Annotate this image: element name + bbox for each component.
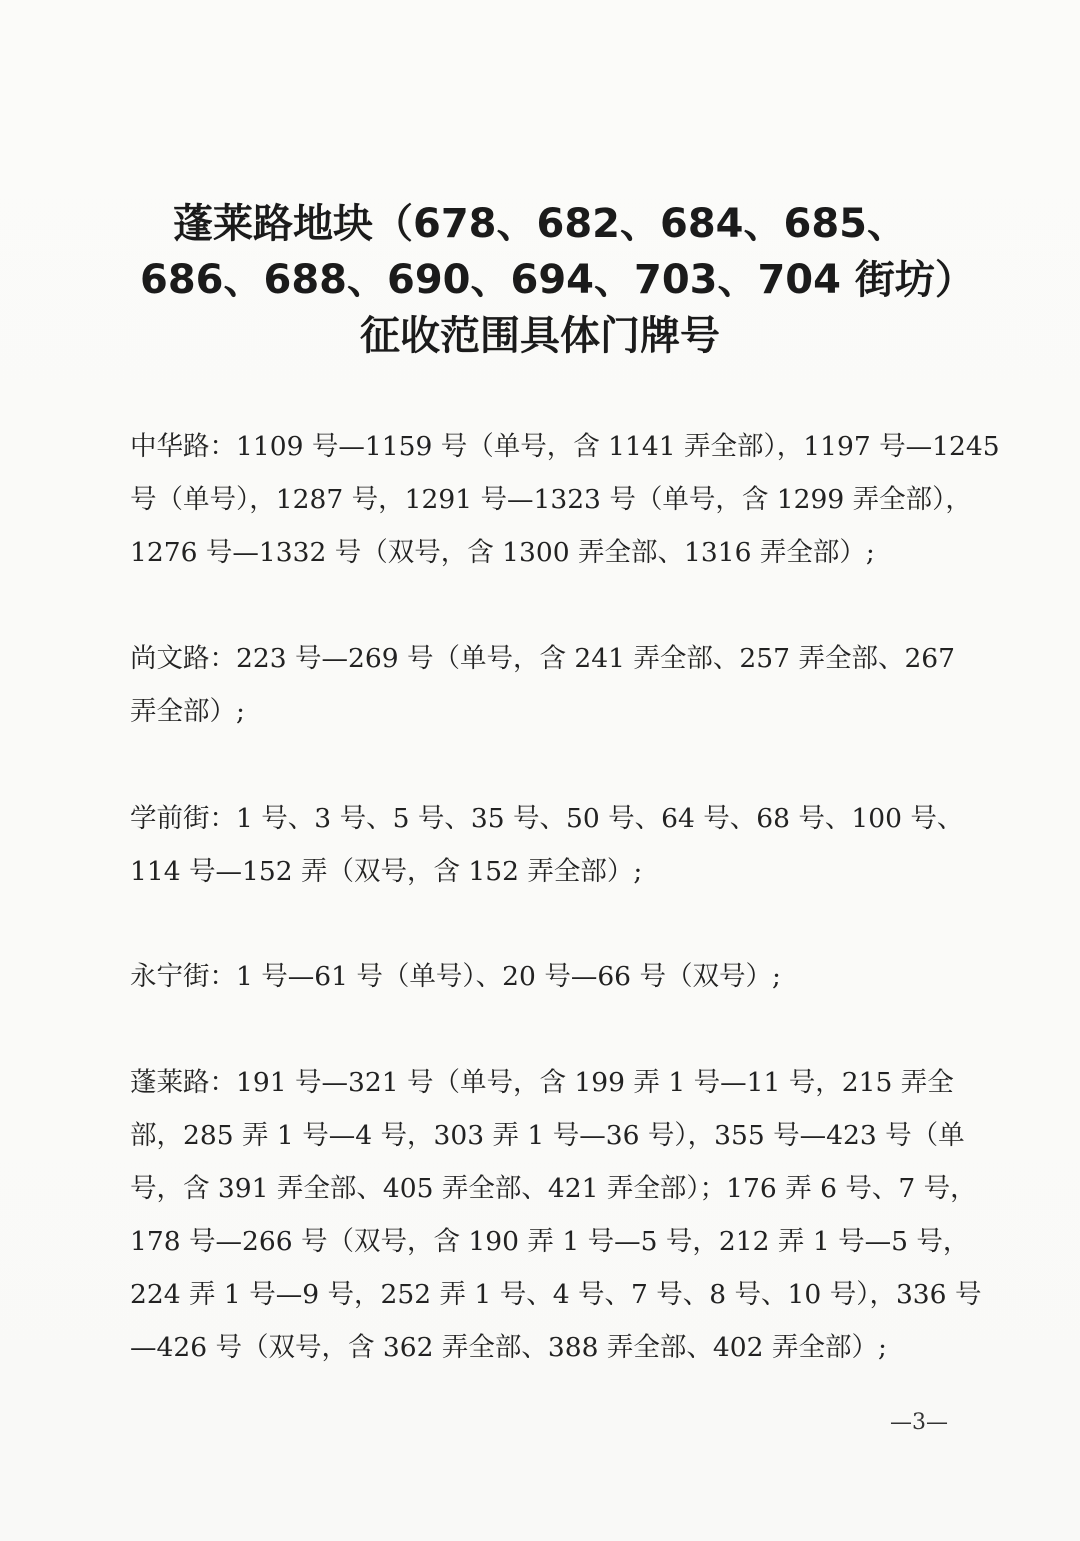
text-line: 178 号—266 号（双号，含 190 弄 1 号—5 号，212 弄 1 号—5 号，	[130, 1226, 970, 1257]
text-line: 中华路：1109 号—1159 号（单号，含 1141 弄全部），1197 号—1245	[130, 431, 1000, 462]
text-line: 部，285 弄 1 号—4 号，303 弄 1 号—36 号），355 号—423 号（单	[130, 1120, 965, 1151]
text-line: 号，含 391 弄全部、405 弄全部、421 弄全部）；176 弄 6 号、7 号，	[130, 1173, 977, 1204]
text-line: 224 弄 1 号—9 号，252 弄 1 号、4 号、7 号、8 号、10 号），336 号	[130, 1279, 982, 1310]
text-line: 永宁街：1 号—61 号（单号）、20 号—66 号（双号）;	[130, 961, 781, 992]
text-line: 1276 号—1332 号（双号，含 1300 弄全部、1316 弄全部）;	[130, 537, 875, 568]
title-line-3: 征收范围具体门牌号	[360, 313, 720, 359]
section-shangwen-road	[130, 632, 960, 738]
title-line-2: 686、688、690、694、703、704 街坊）	[140, 257, 975, 303]
section-yongning-street	[130, 950, 960, 1003]
text-line: 弄全部）;	[130, 696, 245, 727]
text-line: 尚文路：223 号—269 号（单号，含 241 弄全部、257 弄全部、267	[130, 643, 956, 674]
text-line: 学前街：1 号、3 号、5 号、35 号、50 号、64 号、68 号、100 号、	[130, 803, 964, 834]
section-xueqian-street	[130, 792, 964, 898]
text-line: —426 号（双号，含 362 弄全部、388 弄全部、402 弄全部）;	[130, 1332, 887, 1363]
text-line: 蓬莱路：191 号—321 号（单号，含 199 弄 1 号—11 号，215 弄全	[130, 1067, 954, 1098]
text-line: 号（单号），1287 号，1291 号—1323 号（单号，含 1299 弄全部），	[130, 484, 972, 515]
section-zhonghua-road	[130, 420, 1000, 579]
text-line: 114 号—152 弄（双号，含 152 弄全部）;	[130, 856, 643, 887]
page-number: —3—	[890, 1410, 948, 1435]
title-line-1: 蓬莱路地块（678、682、684、685、	[173, 201, 907, 247]
document-title	[140, 196, 975, 364]
section-penglai-road	[130, 1056, 982, 1374]
